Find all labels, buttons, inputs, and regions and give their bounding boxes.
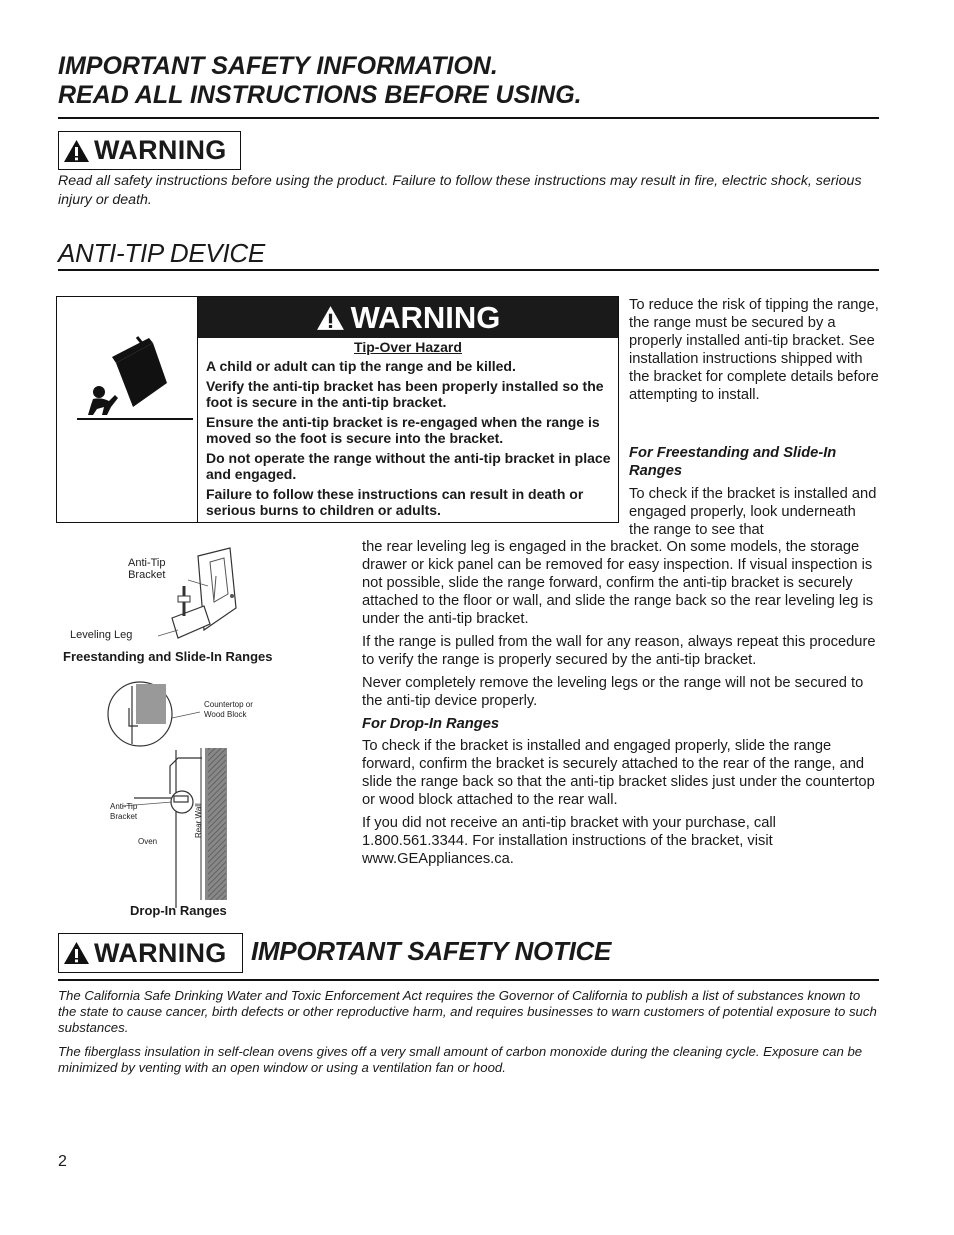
page-title-line-1: IMPORTANT SAFETY INFORMATION. bbox=[58, 52, 498, 80]
figure2-wall-label: Rear Wall bbox=[194, 803, 203, 838]
figure-drop-in bbox=[58, 678, 348, 922]
figure-freestanding bbox=[58, 540, 348, 670]
figure2-caption: Drop-In Ranges bbox=[130, 903, 227, 918]
intro-warning-text: Read all safety instructions before using the product. Failure to follow these instructions may result in fire, electric shock, serious injury or death. bbox=[58, 173, 862, 208]
section-title-anti-tip: ANTI-TIP DEVICE bbox=[58, 238, 265, 268]
hazard-line: A child or adult can tip the range and be killed. bbox=[206, 358, 516, 374]
warning-triangle-icon bbox=[316, 305, 345, 331]
figure2-counter-label bbox=[204, 700, 253, 720]
safety-notice-title: IMPORTANT SAFETY NOTICE bbox=[251, 936, 612, 966]
freestanding-heading: For Freestanding and Slide-In Ranges bbox=[629, 445, 837, 479]
page-title-line-2: READ ALL INSTRUCTIONS BEFORE USING. bbox=[58, 81, 582, 109]
notice-warning-badge-label: WARNING bbox=[94, 937, 227, 968]
drop-in-bracket-illustration-icon bbox=[98, 678, 298, 908]
instructions-column bbox=[362, 538, 882, 868]
hazard-line: Do not operate the range without the anti-tip bracket in place and engaged. bbox=[206, 449, 611, 482]
drop-in-text: To check if the bracket is installed and engaged properly, slide the range forward, confirm the bracket is securely attached to the rear of the range, and slide the range back so that the anti-tip bracket slides just under the countertop or wood block attached to the rear wall. bbox=[362, 738, 875, 808]
figure2-counter-label-line2: Wood Block bbox=[204, 710, 247, 719]
tip-over-illustration-icon bbox=[71, 335, 193, 425]
warning-triangle-icon bbox=[63, 139, 90, 163]
contact-text: If you did not receive an anti-tip bracket with your purchase, call 1.800.561.3344. For installation instructions of the bracket, visit www.GEAppliances.ca. bbox=[362, 815, 776, 867]
title-rule bbox=[58, 117, 879, 119]
hazard-line: Verify the anti-tip bracket has been properly installed so the foot is secure in the anti-tip bracket. bbox=[206, 377, 604, 410]
figure2-bracket-label bbox=[110, 802, 137, 822]
figure1-bracket-label-line1: Anti-Tip bbox=[128, 557, 166, 569]
notice-rule bbox=[58, 979, 879, 981]
figure2-bracket-label-line1: Anti-Tip bbox=[110, 802, 138, 811]
tip-over-warning-box bbox=[56, 296, 619, 523]
figure1-bracket-label-line2: Bracket bbox=[128, 569, 166, 581]
warning-badge-label: WARNING bbox=[94, 135, 227, 165]
pulled-range-text: If the range is pulled from the wall for any reason, always repeat this procedure to verify the range is properly secured by the anti-tip bracket. bbox=[362, 634, 876, 668]
warning-badge bbox=[58, 131, 241, 170]
anti-tip-bracket-illustration-icon bbox=[158, 546, 308, 646]
figure1-caption: Freestanding and Slide-In Ranges bbox=[63, 649, 273, 664]
section-rule bbox=[58, 269, 879, 271]
california-notice-text: The California Safe Drinking Water and Toxic Enforcement Act requires the Governor of California to publish a list of substances known to the state to cause cancer, birth defects or other reproductive harm, and requires businesses to warn customers of potential exposure to such substances. bbox=[58, 988, 877, 1035]
leveling-legs-text: Never completely remove the leveling legs or the range will not be secured to the anti-tip device properly. bbox=[362, 675, 864, 709]
page-number: 2 bbox=[58, 1153, 67, 1170]
freestanding-text-start: To check if the bracket is installed and engaged properly, look underneath the range to see that bbox=[629, 486, 877, 538]
figure2-counter-label-line1: Countertop or bbox=[204, 700, 253, 709]
anti-tip-intro-text: To reduce the risk of tipping the range, the range must be secured by a properly installed anti-tip bracket. See installation instructions shipped with the bracket for complete details before attempting to install. bbox=[629, 297, 879, 403]
fiberglass-notice-text: The fiberglass insulation in self-clean ovens gives off a very small amount of carbon monoxide during the cleaning cycle. Exposure can be minimized by venting with an open window or using a ventilation fan or hood. bbox=[58, 1044, 863, 1075]
figure2-bracket-label-line2: Bracket bbox=[110, 812, 138, 821]
notice-warning-badge bbox=[58, 933, 243, 973]
figure1-leg-label: Leveling Leg bbox=[70, 629, 133, 641]
figure1-bracket-label bbox=[128, 557, 166, 581]
hazard-line: Failure to follow these instructions can result in death or serious burns to children or adults. bbox=[206, 485, 584, 518]
warning-triangle-icon bbox=[63, 941, 90, 965]
page-title bbox=[58, 52, 878, 110]
figure2-oven-label: Oven bbox=[138, 837, 158, 846]
hazard-list bbox=[206, 358, 614, 522]
drop-in-heading: For Drop-In Ranges bbox=[362, 716, 500, 732]
warning-box-header-label: WARNING bbox=[350, 299, 501, 335]
freestanding-text-continued: the rear leveling leg is engaged in the bracket. On some models, the storage drawer or kick panel can be removed for easy inspection. If visual inspection is not possible, slide the range forward, confirm the anti-tip bracket is securely attached to the floor or wall, and slide the range back so the rear leveling leg is under the anti-tip bracket. bbox=[362, 539, 874, 627]
warning-box-header bbox=[198, 297, 618, 338]
hazard-line: Ensure the anti-tip bracket is re-engaged when the range is moved so the foot is secure into the bracket. bbox=[206, 413, 600, 446]
hazard-title: Tip-Over Hazard bbox=[354, 339, 462, 355]
